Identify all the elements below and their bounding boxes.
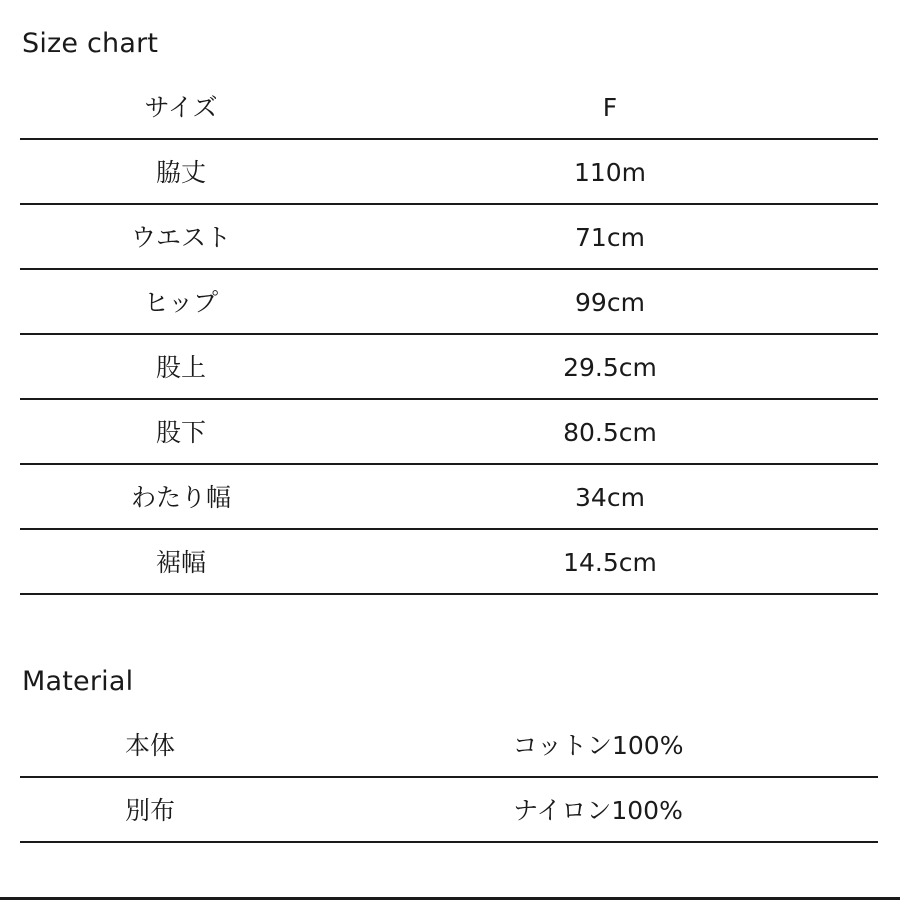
size-chart-title: Size chart bbox=[22, 28, 159, 59]
measurement-value: 71cm bbox=[575, 223, 645, 252]
material-composition-value: ナイロン100% bbox=[513, 796, 683, 825]
measurement-label: ウエスト bbox=[130, 223, 231, 252]
material-table bbox=[20, 713, 878, 843]
size-chart-table bbox=[20, 75, 878, 595]
material-composition-value: コットン100% bbox=[512, 731, 684, 760]
table-row bbox=[20, 465, 878, 530]
measurement-value: 99cm bbox=[575, 288, 645, 317]
size-header-value: F bbox=[602, 93, 618, 122]
measurement-label: 脇丈 bbox=[155, 158, 206, 187]
material-part-label: 本体 bbox=[124, 731, 175, 760]
measurement-value: 29.5cm bbox=[563, 353, 657, 382]
size-header-label: サイズ bbox=[144, 93, 218, 122]
table-row bbox=[20, 530, 878, 595]
table-row bbox=[20, 140, 878, 205]
measurement-label: 股上 bbox=[155, 353, 206, 382]
measurement-value: 80.5cm bbox=[563, 418, 657, 447]
measurement-value: 34cm bbox=[575, 483, 645, 512]
table-row bbox=[20, 335, 878, 400]
size-chart-header-row bbox=[20, 75, 878, 140]
table-row bbox=[20, 713, 878, 778]
measurement-value: 14.5cm bbox=[563, 548, 657, 577]
material-part-label: 別布 bbox=[124, 796, 175, 825]
measurement-label: 裾幅 bbox=[155, 548, 206, 577]
measurement-label: 股下 bbox=[155, 418, 206, 447]
measurement-label: ヒップ bbox=[143, 288, 219, 317]
measurement-label: わたり幅 bbox=[130, 483, 231, 512]
table-row bbox=[20, 778, 878, 843]
table-row bbox=[20, 205, 878, 270]
table-row bbox=[20, 400, 878, 465]
measurement-value: 110m bbox=[573, 158, 647, 187]
material-title: Material bbox=[22, 666, 134, 697]
table-row bbox=[20, 270, 878, 335]
